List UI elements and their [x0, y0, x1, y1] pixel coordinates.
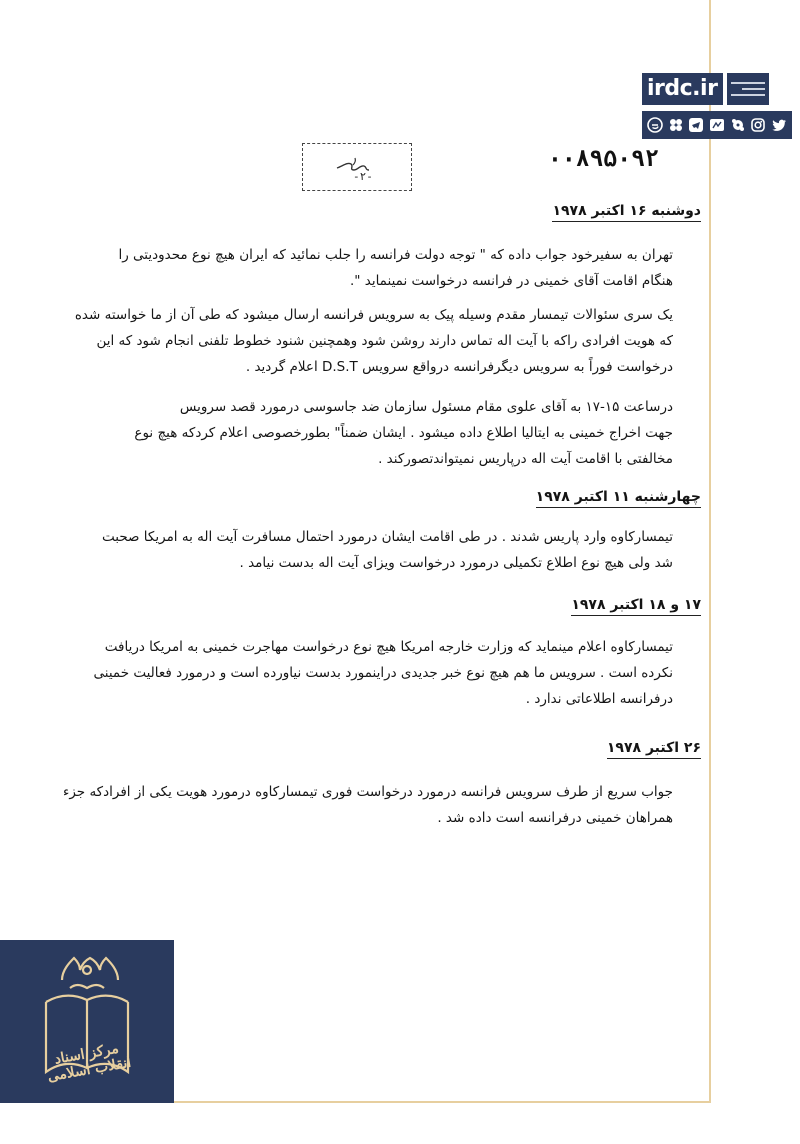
text-line: جواب سریع از طرف سرویس فرانسه درمورد درخواست فوری تیمسارکاوه درمورد هویت یکی از افرادکه جزء — [63, 784, 673, 800]
seal-stamp-box — [302, 143, 412, 191]
text-line: هنگام اقامت آقای خمینی در فرانسه درخواست نمینماید ". — [349, 273, 673, 289]
text-line: نکرده است . سرویس ما هم هیچ نوع خبر جدیدی دراینمورد بدست نیاورده است و درمورد فعالیت خمینی — [93, 665, 673, 681]
text-line: درفرانسه اطلاعاتی ندارد . — [525, 691, 673, 707]
text-line: تهران به سفیرخود جواب داده که " توجه دولت فرانسه را جلب نمائید که ایران هیچ نوع محدودیتی را — [118, 247, 673, 263]
paragraph-3-1 — [58, 634, 673, 712]
gap-icon[interactable] — [668, 117, 684, 133]
text-line: درخواست فوراً به سرویس دیگرفرانسه درواقع سرویس D.S.T اعلام گردید . — [245, 359, 673, 375]
instagram-icon[interactable] — [750, 117, 766, 133]
paragraph-4-1 — [58, 779, 673, 831]
text-line: مخالفتی با اقامت آیت اله درپاریس نمیتواندتصورکند . — [378, 451, 673, 467]
paragraph-1-3 — [58, 394, 673, 472]
text-line: شد ولی هیچ نوع اطلاع تکمیلی درمورد درخواست ویزای آیت اله بدست نیامد . — [239, 555, 673, 571]
archive-logo — [0, 940, 174, 1103]
text-line: یک سری سئوالات تیمسار مقدم وسیله پیک به سرویس فرانسه ارسال میشود که طی آن از ما خواسته شده — [74, 307, 673, 323]
archive-emblem-icon — [0, 940, 174, 1103]
aparat-icon[interactable] — [730, 117, 746, 133]
text-line: جهت اخراج خمینی به ایتالیا اطلاع داده میشود . ایشان ضمناً" بطورخصوصی اعلام کردکه هیچ نوع — [134, 425, 673, 441]
paragraph-2-1 — [58, 524, 673, 576]
text-line: که هویت افرادی راکه با آیت اله تماس دارند روشن شود وهمچنین شنود خطوط تلفنی انجام شود که این — [96, 333, 673, 349]
text-line: درساعت ۱۵-۱۷ به آقای علوی مقام مسئول سازمان ضد جاسوسی درمورد قصد سرویس — [179, 399, 673, 415]
twitter-icon[interactable] — [771, 117, 787, 133]
site-tagline-mark — [727, 73, 769, 105]
section-heading-2: چهارشنبه ۱۱ اکتبر ۱۹۷۸ — [536, 489, 701, 508]
handwritten-mark-icon — [303, 144, 411, 190]
section-heading-4: ۲۶ اکتبر ۱۹۷۸ — [607, 740, 701, 759]
telegram-icon[interactable] — [688, 117, 704, 133]
paragraph-1-1 — [58, 242, 673, 294]
site-name[interactable]: irdc.ir — [642, 73, 723, 105]
eitaa-icon[interactable] — [647, 117, 663, 133]
bale-icon[interactable] — [709, 117, 725, 133]
text-line: تیمسارکاوه اعلام مینماید که وزارت خارجه امریکا هیچ نوع درخواست مهاجرت خمینی به امریکا دریافت — [104, 639, 673, 655]
section-heading-1: دوشنبه ۱۶ اکتبر ۱۹۷۸ — [552, 203, 701, 222]
document-number: ۰۰۸۹۵۰۹۲ — [548, 146, 659, 172]
social-bar — [642, 111, 792, 139]
page-frame-right — [709, 0, 711, 1103]
text-line: تیمسارکاوه وارد پاریس شدند . در طی اقامت ایشان درمورد احتمال مسافرت آیت اله به امریکا صحبت — [102, 529, 673, 545]
section-heading-3: ۱۷ و ۱۸ اکتبر ۱۹۷۸ — [571, 597, 701, 616]
archive-logo-text: مرکز اسناد انقلاب اسلامی — [46, 1040, 133, 1086]
text-line: همراهان خمینی درفرانسه است داده شد . — [437, 810, 673, 826]
stamp-number: -۲- — [353, 170, 373, 183]
paragraph-1-2 — [58, 302, 673, 380]
brand-header — [642, 73, 792, 139]
